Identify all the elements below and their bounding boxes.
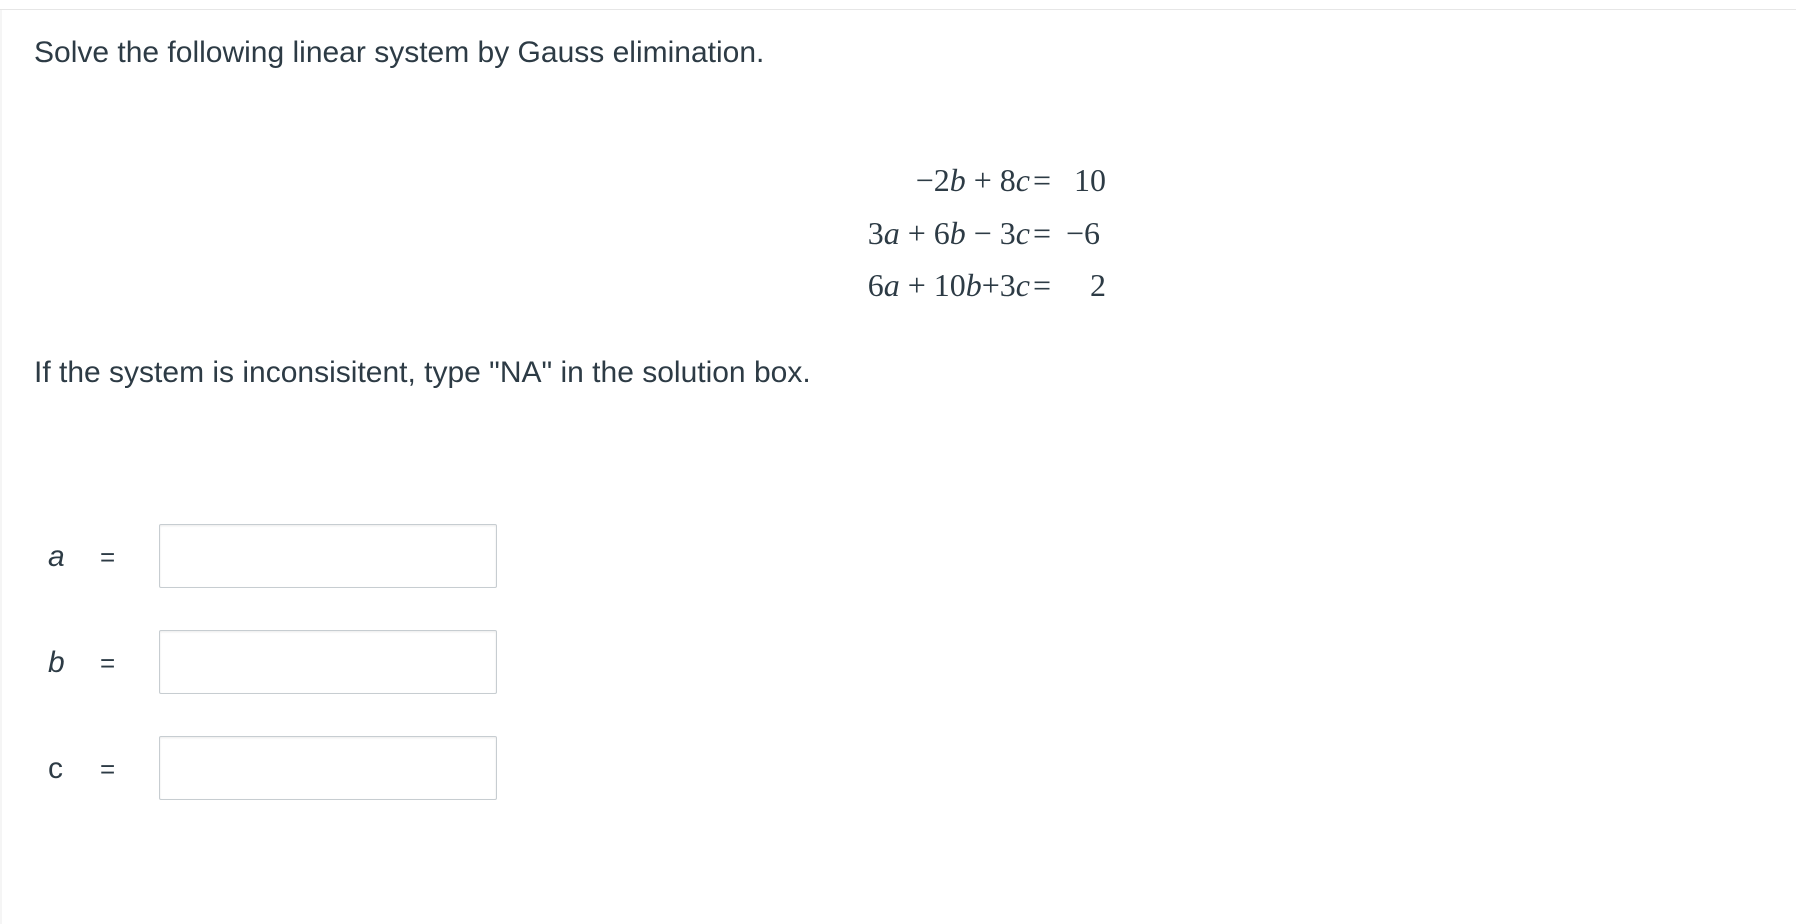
variable-label-c: c: [48, 752, 63, 785]
equation-row-1: [0, 160, 1796, 200]
equals-sign-b: =: [100, 648, 116, 678]
equation-3-lhs: 6a + 10b+3c: [867, 267, 1030, 303]
question-prompt: Solve the following linear system by Gauss elimination.: [34, 36, 765, 69]
variable-label-a: a: [48, 540, 65, 573]
answer-row-c: [0, 736, 520, 802]
equation-2-rhs: −6: [1066, 215, 1101, 251]
equation-row-2: [0, 213, 1796, 253]
inconsistent-note: If the system is inconsisitent, type "NA" in the solution box.: [34, 356, 811, 389]
equation-3-equals: =: [1032, 267, 1052, 303]
equation-system: [0, 0, 1796, 320]
equation-2-lhs: 3a + 6b − 3c: [867, 215, 1030, 251]
answer-input-a[interactable]: [159, 524, 497, 588]
equation-1-equals: =: [1032, 162, 1052, 198]
answer-input-b[interactable]: [159, 630, 497, 694]
equation-3-rhs: 2: [1090, 267, 1106, 303]
answer-row-b: [0, 630, 520, 696]
equation-2-equals: =: [1032, 215, 1052, 251]
equation-1-rhs: 10: [1074, 162, 1106, 198]
equals-sign-c: =: [100, 754, 116, 784]
equation-1-lhs: −2b + 8c: [915, 162, 1030, 198]
answer-input-c[interactable]: [159, 736, 497, 800]
equation-row-3: [0, 265, 1796, 305]
variable-label-b: b: [48, 646, 65, 679]
equals-sign-a: =: [100, 542, 116, 572]
answer-row-a: [0, 524, 520, 590]
